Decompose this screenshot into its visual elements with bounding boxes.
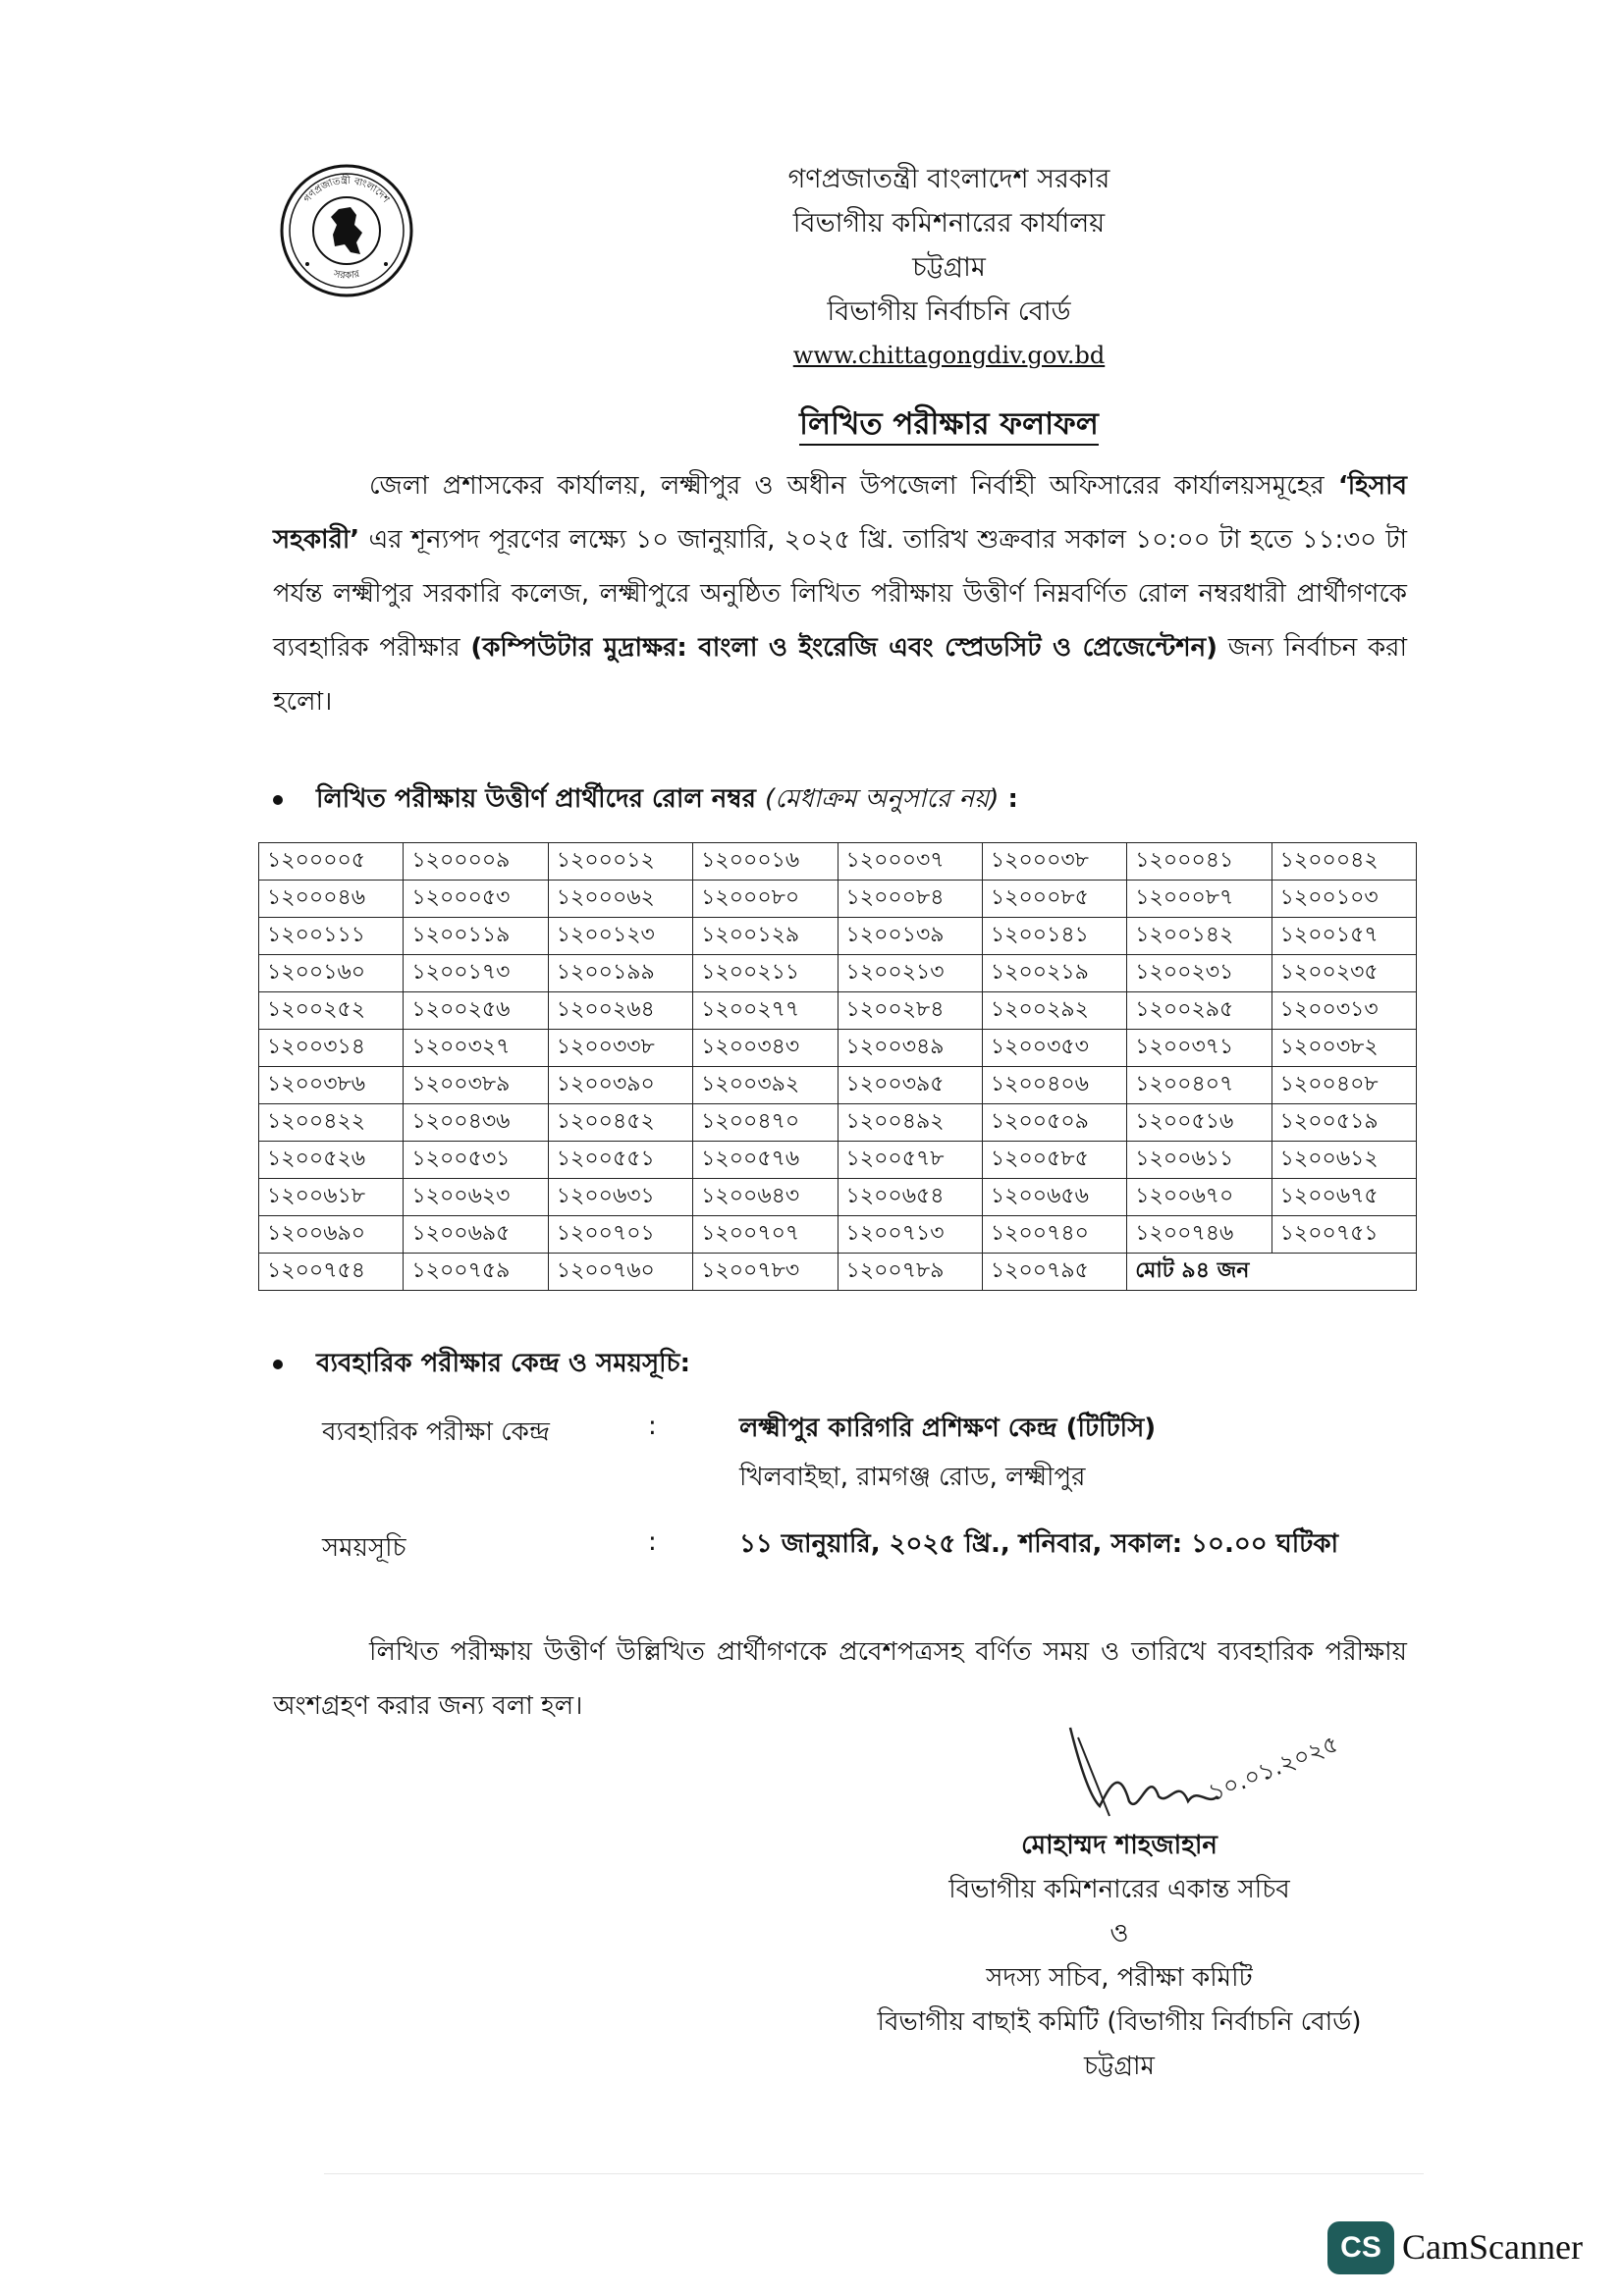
roll-cell: ১২০০০৪২ [1271,843,1416,881]
intro-exam-subjects: (কম্পিউটার মুদ্রাক্ষর: বাংলা ও ইংরেজি এবং স্প্রেডসিট ও প্রেজেন্টেশন) [470,633,1217,663]
table-row [259,918,1417,955]
roll-cell: ১২০০৬৭৫ [1271,1179,1416,1216]
seal-bottom-text: সরকার [332,268,361,282]
signatory-line3: সদস্য সচিব, পরীক্ষা কমিটি [986,1963,1253,1993]
footer-divider [324,2173,1424,2174]
roll-cell: ১২০০৬২৩ [404,1179,548,1216]
table-row [259,992,1417,1030]
roll-cell: ১২০০১৪২ [1127,918,1271,955]
roll-cell: ১২০০২৩৫ [1271,955,1416,992]
roll-cell: ১২০০০৩৭ [838,843,982,881]
roll-heading-note: (মেধাক্রম অনুসারে নয়) [765,784,1000,814]
roll-cell: ১২০০৭৫৯ [404,1254,548,1291]
roll-cell: ১২০০৪৯২ [838,1104,982,1142]
roll-cell: ১২০০৭৮৯ [838,1254,982,1291]
schedule-value: ১১ জানুয়ারি, ২০২৫ খ্রি., শনিবার, সকাল: ১০.০০ ঘটিকা [739,1529,1339,1559]
roll-cell: ১২০০১৪১ [982,918,1126,955]
roll-cell: ১২০০১৩৯ [838,918,982,955]
schedule-label: সময়সূচি [322,1533,406,1563]
roll-cell: ১২০০৬১২ [1271,1142,1416,1179]
roll-cell: ১২০০৫৭৮ [838,1142,982,1179]
document-title [0,400,1623,452]
header-line-government: গণপ্রজাতন্ত্রী বাংলাদেশ সরকার [787,164,1110,194]
roll-cell: ১২০০৩৪৯ [838,1030,982,1067]
header-url: www.chittagongdiv.gov.bd [792,342,1106,369]
signature-date: ১০.০১.২০২৫ [1204,1730,1343,1807]
roll-cell: ১২০০২৬৪ [548,992,692,1030]
handwritten-signature [1041,1708,1355,1826]
letterhead [0,157,1623,378]
roll-cell: ১২০০২৯২ [982,992,1126,1030]
header-line-board: বিভাগীয় নির্বাচনি বোর্ড [827,296,1071,327]
roll-cell: ১২০০৩৮৬ [259,1067,404,1104]
table-row [259,1179,1417,1216]
roll-cell: ১২০০৩২৭ [404,1030,548,1067]
table-row [259,1104,1417,1142]
roll-cell: ১২০০৩১৩ [1271,992,1416,1030]
roll-cell: ১২০০৩৮২ [1271,1030,1416,1067]
header-line-city: চট্টগ্রাম [912,252,986,283]
roll-cell: ১২০০৩১৪ [259,1030,404,1067]
roll-cell: ১২০০২১৩ [838,955,982,992]
seal-top-text: গণপ্রজাতন্ত্রী বাংলাদেশ [301,175,392,205]
table-row [259,1030,1417,1067]
roll-cell: ১২০০১৭৩ [404,955,548,992]
signatory-line5: চট্টগ্রাম [1084,2052,1155,2081]
roll-cell: ১২০০৭৯৫ [982,1254,1126,1291]
roll-cell: ১২০০৬১১ [1127,1142,1271,1179]
table-row [259,881,1417,918]
roll-cell: ১২০০৫৩১ [404,1142,548,1179]
roll-cell: ১২০০৩৪৩ [693,1030,838,1067]
table-row [259,955,1417,992]
roll-cell: ১২০০২৯৫ [1127,992,1271,1030]
practical-heading [273,1343,690,1386]
bullet-dot-icon [273,795,283,805]
signatory-line4: বিভাগীয় বাছাই কমিটি (বিভাগীয় নির্বাচনি বোর্ড) [877,2007,1362,2037]
table-row [259,1142,1417,1179]
roll-cell: ১২০০২৫২ [259,992,404,1030]
practical-heading-text: ব্যবহারিক পরীক্ষার কেন্দ্র ও সময়সূচি: [316,1349,690,1378]
roll-cell: ১২০০২৮৪ [838,992,982,1030]
roll-cell: ১২০০৬৯০ [259,1216,404,1254]
roll-cell: ১২০০৫০৯ [982,1104,1126,1142]
roll-cell: ১২০০১১৯ [404,918,548,955]
signatory-name: মোহাম্মদ শাহজাহান [1021,1831,1217,1860]
roll-cell: ১২০০৭৬০ [548,1254,692,1291]
intro-part3: জন্য নির্বাচন করা হলো। [273,633,1407,717]
roll-cell: ১২০০৪০৬ [982,1067,1126,1104]
roll-cell: ১২০০০৮৪ [838,881,982,918]
roll-cell: ১২০০৬৯৫ [404,1216,548,1254]
roll-heading [273,778,1018,822]
roll-cell: ১২০০৫৫১ [548,1142,692,1179]
roll-cell: ১২০০৩৯৫ [838,1067,982,1104]
roll-cell: ১২০০২১৯ [982,955,1126,992]
roll-cell: ১২০০১৬০ [259,955,404,992]
total-count: মোট ৯৪ জন [1127,1254,1417,1291]
roll-cell: ১২০০৬৪৩ [693,1179,838,1216]
roll-cell: ১২০০৫১৯ [1271,1104,1416,1142]
roll-cell: ১২০০৫৮৫ [982,1142,1126,1179]
roll-cell: ১২০০০৪৬ [259,881,404,918]
intro-post-name: ‘হিসাব সহকারী’ [273,471,1407,555]
roll-cell: ১২০০৭০১ [548,1216,692,1254]
roll-cell: ১২০০৫১৬ [1127,1104,1271,1142]
camscanner-watermark: CamScanner [1402,2227,1583,2267]
roll-cell: ১২০০৩৯২ [693,1067,838,1104]
table-row [259,1067,1417,1104]
roll-cell: ১২০০৪০৮ [1271,1067,1416,1104]
roll-cell: ১২০০০১২ [548,843,692,881]
camscanner-logo-icon: CS [1327,2221,1394,2274]
roll-cell: ১২০০০৪১ [1127,843,1271,881]
signatory-block [825,1824,1414,2089]
roll-cell: ১২০০০৩৮ [982,843,1126,881]
roll-cell: ১২০০০৬২ [548,881,692,918]
signatory-line1: বিভাগীয় কমিশনারের একান্ত সচিব [948,1875,1290,1904]
roll-cell: ১২০০০০৯ [404,843,548,881]
roll-cell: ১২০০২১১ [693,955,838,992]
roll-cell: ১২০০৭০৭ [693,1216,838,1254]
roll-cell: ১২০০৪৫২ [548,1104,692,1142]
roll-cell: ১২০০৫২৬ [259,1142,404,1179]
roll-cell: ১২০০৫৭৬ [693,1142,838,1179]
roll-cell: ১২০০১০৩ [1271,881,1416,918]
intro-part2: এর শূন্যপদ পূরণের লক্ষ্যে ১০ জানুয়ারি, ২০২৫ খ্রি. তারিখ শুক্রবার সকাল ১০:০০ টা হতে ১১:৩০ টা পর্যন্ত লক্ষ্মীপুর সরকারি কলেজ, লক্ষ্মীপুরে অনুষ্ঠিত লিখিত পরীক্ষায় উত্তীর্ণ নিম্নবর্ণিত রোল নম্বরধারী প্রার্থীগণকে ব্যবহারিক পরীক্ষার [273,525,1407,663]
roll-cell: ১২০০৩৭১ [1127,1030,1271,1067]
center-address: খিলবাইছা, রামগঞ্জ রোড, লক্ষ্মীপুর [739,1463,1086,1492]
roll-cell: ১২০০১২৯ [693,918,838,955]
roll-cell: ১২০০৭৪৬ [1127,1216,1271,1254]
roll-cell: ১২০০১৫৭ [1271,918,1416,955]
roll-number-table [258,842,1417,1291]
intro-part1: জেলা প্রশাসকের কার্যালয়, লক্ষ্মীপুর ও অধীন উপজেলা নির্বাহী অফিসারের কার্যালয়সমূহের [369,471,1325,501]
roll-cell: ১২০০৪২২ [259,1104,404,1142]
roll-cell: ১২০০৬৭০ [1127,1179,1271,1216]
roll-cell: ১২০০১২৩ [548,918,692,955]
roll-cell: ১২০০৬৩১ [548,1179,692,1216]
roll-cell: ১২০০৭১৩ [838,1216,982,1254]
roll-cell: ১২০০৭৪০ [982,1216,1126,1254]
roll-heading-suffix: : [999,784,1018,814]
center-name: লক্ষ্মীপুর কারিগরি প্রশিক্ষণ কেন্দ্র (টিটিসি) [739,1414,1157,1443]
roll-cell: ১২০০০৫৩ [404,881,548,918]
roll-cell: ১২০০২৩১ [1127,955,1271,992]
center-label: ব্যবহারিক পরীক্ষা কেন্দ্র [322,1417,550,1447]
roll-cell: ১২০০০৮০ [693,881,838,918]
center-colon: : [648,1412,657,1441]
closing-text: লিখিত পরীক্ষায় উত্তীর্ণ উল্লিখিত প্রার্থীগণকে প্রবেশপত্রসহ বর্ণিত সময় ও তারিখে ব্যবহারিক পরীক্ষায় অংশগ্রহণ করার জন্য বলা হল। [273,1637,1407,1721]
roll-cell: ১২০০০০৫ [259,843,404,881]
roll-cell: ১২০০৪৩৬ [404,1104,548,1142]
table-row [259,1254,1417,1291]
roll-cell: ১২০০৩৮৯ [404,1067,548,1104]
roll-cell: ১২০০০৮৫ [982,881,1126,918]
roll-cell: ১২০০২৫৬ [404,992,548,1030]
roll-heading-main: লিখিত পরীক্ষায় উত্তীর্ণ প্রার্থীদের রোল নম্বর [316,784,765,814]
roll-cell: ১২০০২৭৭ [693,992,838,1030]
roll-cell: ১২০০৩৯০ [548,1067,692,1104]
roll-cell: ১২০০০১৬ [693,843,838,881]
roll-cell: ১২০০৬৫৬ [982,1179,1126,1216]
roll-cell: ১২০০৬৫৪ [838,1179,982,1216]
roll-cell: ১২০০৭৫৪ [259,1254,404,1291]
table-row [259,843,1417,881]
roll-cell: ১২০০৭৮৩ [693,1254,838,1291]
signatory-line2: ও [1109,1919,1129,1949]
roll-cell: ১২০০১১১ [259,918,404,955]
header-line-office: বিভাগীয় কমিশনারের কার্যালয় [792,208,1106,239]
roll-cell: ১২০০৬১৮ [259,1179,404,1216]
roll-cell: ১২০০১৯৯ [548,955,692,992]
schedule-colon: : [648,1527,657,1557]
roll-cell: ১২০০৭৫১ [1271,1216,1416,1254]
intro-paragraph [273,459,1407,729]
roll-cell: ১২০০৪৭০ [693,1104,838,1142]
document-title-text: লিখিত পরীক্ষার ফলাফল [799,406,1099,446]
table-row [259,1216,1417,1254]
roll-cell: ১২০০৪০৭ [1127,1067,1271,1104]
roll-cell: ১২০০০৮৭ [1127,881,1271,918]
roll-cell: ১২০০৩৩৮ [548,1030,692,1067]
bullet-dot-icon [273,1360,283,1369]
roll-cell: ১২০০৩৫৩ [982,1030,1126,1067]
